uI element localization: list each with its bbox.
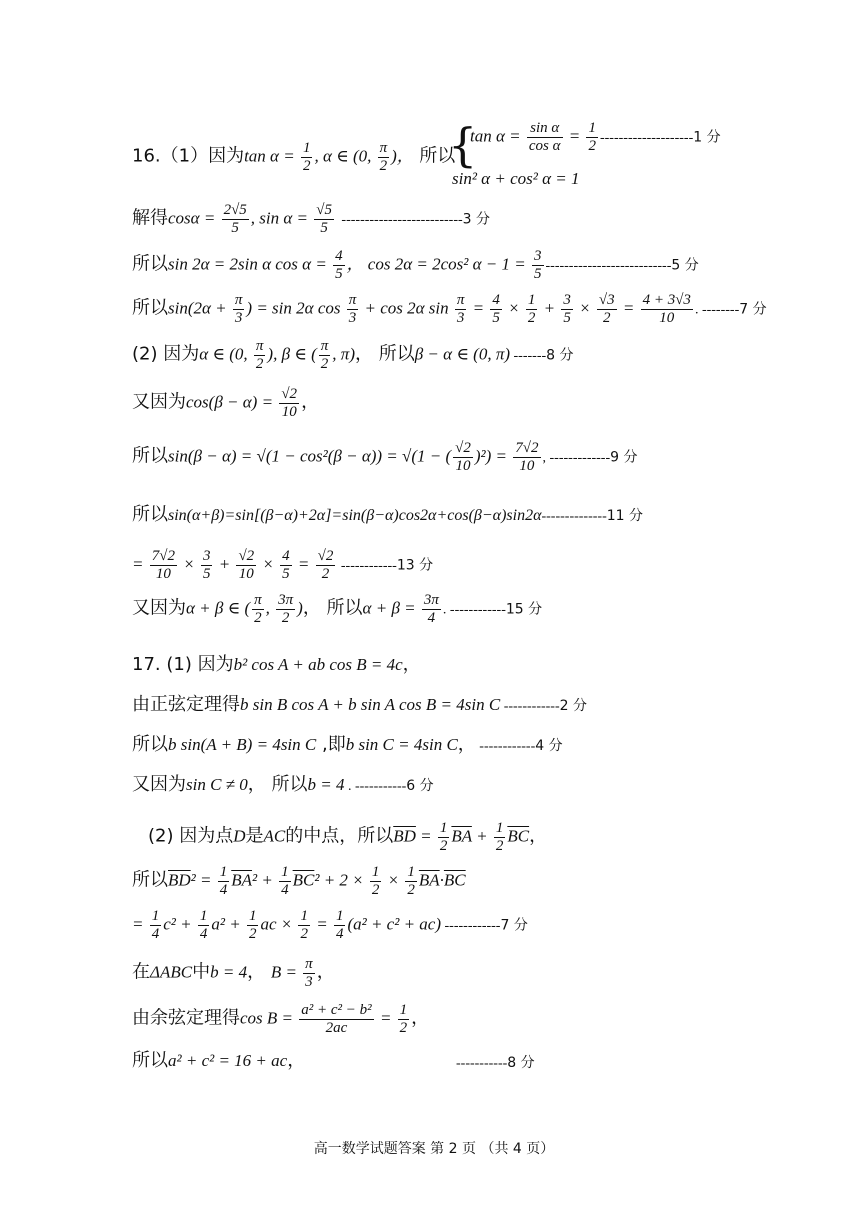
q17-line-1: 17. (1) 因为b² cos A + ab cos B = 4c， bbox=[132, 654, 421, 675]
fraction: $\frac{\pi}{2}$ bbox=[379, 140, 388, 174]
score-marker: 3 分 bbox=[462, 211, 490, 228]
q17-line-3: 所以b sin(A + B) = 4sin C ,即b sin C = 4sin C， ------------4 分 bbox=[132, 734, 563, 755]
page-footer: 高一数学试题答案 第 2 页 （共 4 页） bbox=[313, 1141, 555, 1157]
q17-line-4: 又因为sin C ≠ 0， 所以b = 4 . -----------6 分 bbox=[132, 774, 434, 795]
score-marker: 11 分 bbox=[606, 508, 644, 524]
q16-line-1: 16.（1）因为tan α = $\frac{1}{2}$ , α ∈ (0, $\frac{\pi}{2}$ )， 所以 bbox=[132, 140, 456, 174]
q17-line-9: 由余弦定理得cos B = $\frac{\text{a² + c² − b²}}{2ac}$ = $\frac{1}{2}$ ， bbox=[132, 1002, 430, 1036]
q17-line-8: 在ΔABC中b = 4， B = $\frac{\pi}{3}$ ， bbox=[132, 956, 335, 990]
fraction: $\frac{1}{2}$ bbox=[302, 140, 311, 174]
score-marker: 15 分 bbox=[505, 601, 543, 618]
q16-line-9: = $\frac{7√2}{10}$ × $\frac{3}{5}$ + $\frac{√2}{10}$ × $\frac{4}{5}$ = $\frac{√2}{2}$ ------------13 分 bbox=[132, 548, 434, 582]
q17-line-7: = $\frac{1}{4}$ c² + $\frac{1}{4}$ a² + $\frac{1}{2}$ ac × $\frac{1}{2}$ = $\frac{1}{4}$ (a² + c² + ac) ------------7 分 bbox=[132, 908, 528, 942]
q16-heading: 16.（1）因为 bbox=[132, 145, 245, 167]
q16-line-7: 所以sin(β − α) = √(1 − cos²(β − α)) = √(1 − ( $\frac{√2}{10}$ )²) = $\frac{7√2}{10}$ , -------------9 分 bbox=[132, 440, 638, 474]
score-marker: 13 分 bbox=[396, 557, 434, 574]
score-marker: 9 分 bbox=[610, 449, 638, 466]
q17-heading: 17. (1) 因为 bbox=[132, 654, 234, 675]
score-marker: 6 分 bbox=[406, 778, 434, 794]
q17-line-10-score: -----------8 分 bbox=[456, 1055, 535, 1071]
q16-line-4: 所以sin(2α + $\frac{\pi}{3}$ ) = sin 2α cos $\frac{\pi}{3}$ + cos 2α sin $\frac{\pi}{3}$ = $\frac{4}{5}$ × $\frac{1}{2}$ + $\frac{3}{5}$ × $\frac{√3}{2}$ = $\frac{4 + 3√3}{10}$ . --------7 分 bbox=[132, 292, 767, 326]
q16-line-5: (2) 因为α ∈ (0, $\frac{\pi}{2}$ ), β ∈ ( $\frac{\pi}{2}$ , π)， 所以β − α ∈ (0, π) -------8 分 bbox=[132, 338, 574, 372]
q16-line-3: 所以sin 2α = 2sin α cos α = $\frac{4}{5}$ ， cos 2α = 2cos² α − 1 = $\frac{3}{5}$ ---------------------------5 分 bbox=[132, 248, 699, 282]
system-brace: { bbox=[448, 118, 478, 172]
score-marker: 2 分 bbox=[559, 698, 587, 714]
q16-line-6: 又因为cos(β − α) = $\frac{√2}{10}$ ， bbox=[132, 386, 320, 420]
q17-line-2: 由正弦定理得b sin B cos A + b sin A cos B = 4sin C ------------2 分 bbox=[132, 694, 587, 715]
score-marker: 8 分 bbox=[546, 347, 574, 364]
score-marker: 4 分 bbox=[535, 738, 563, 754]
q16-system-row-1: tan α = $\frac{\text{sin α}}{\text{cos α}}$ = $\frac{1}{2}$ --------------------1 分 bbox=[470, 120, 721, 154]
q16-line-10: 又因为α + β ∈ ( $\frac{\pi}{2}$ , $\frac{3\pi}{2}$ )， 所以α + β = $\frac{3\pi}{4}$ . ------------15 分 bbox=[132, 592, 543, 626]
score-marker: 1 分 bbox=[693, 129, 721, 146]
score-marker: 8 分 bbox=[507, 1055, 535, 1071]
q17-line-5: (2) 因为点D是AC的中点，所以$\overline{BD}$ = $\frac{1}{2}$ $\overline{BA}$ + $\frac{1}{2}$ $\overline{BC}$， bbox=[148, 820, 548, 854]
q17-line-6: 所以$\overline{BD}^2$ = $\frac{1}{4}$ $\overline{BA}^2$ + $\frac{1}{4}$ $\overline{BC}^2 + 2$ × $\frac{1}{2}$ × $\frac{1}{2}$ $\overline{BA}\cdot\overline{BC}$ bbox=[132, 864, 466, 898]
score-marker: 7 分 bbox=[500, 917, 528, 934]
q16-system-row-2: sin² α + cos² α = 1 bbox=[452, 169, 580, 188]
score-marker: 7 分 bbox=[739, 301, 767, 318]
q16-line-2: 解得cosα = $\frac{2√5}{5}$ , sin α = $\frac{√5}{5}$ --------------------------3 分 bbox=[132, 202, 490, 236]
q16-line-8: 所以sin(α+β)=sin[(β−α)+2α]=sin(β−α)cos2α+cos(β−α)sin2α--------------11 分 bbox=[132, 504, 644, 525]
q17-line-10: 所以a² + c² = 16 + ac， bbox=[132, 1050, 306, 1071]
score-marker: 5 分 bbox=[671, 257, 699, 274]
